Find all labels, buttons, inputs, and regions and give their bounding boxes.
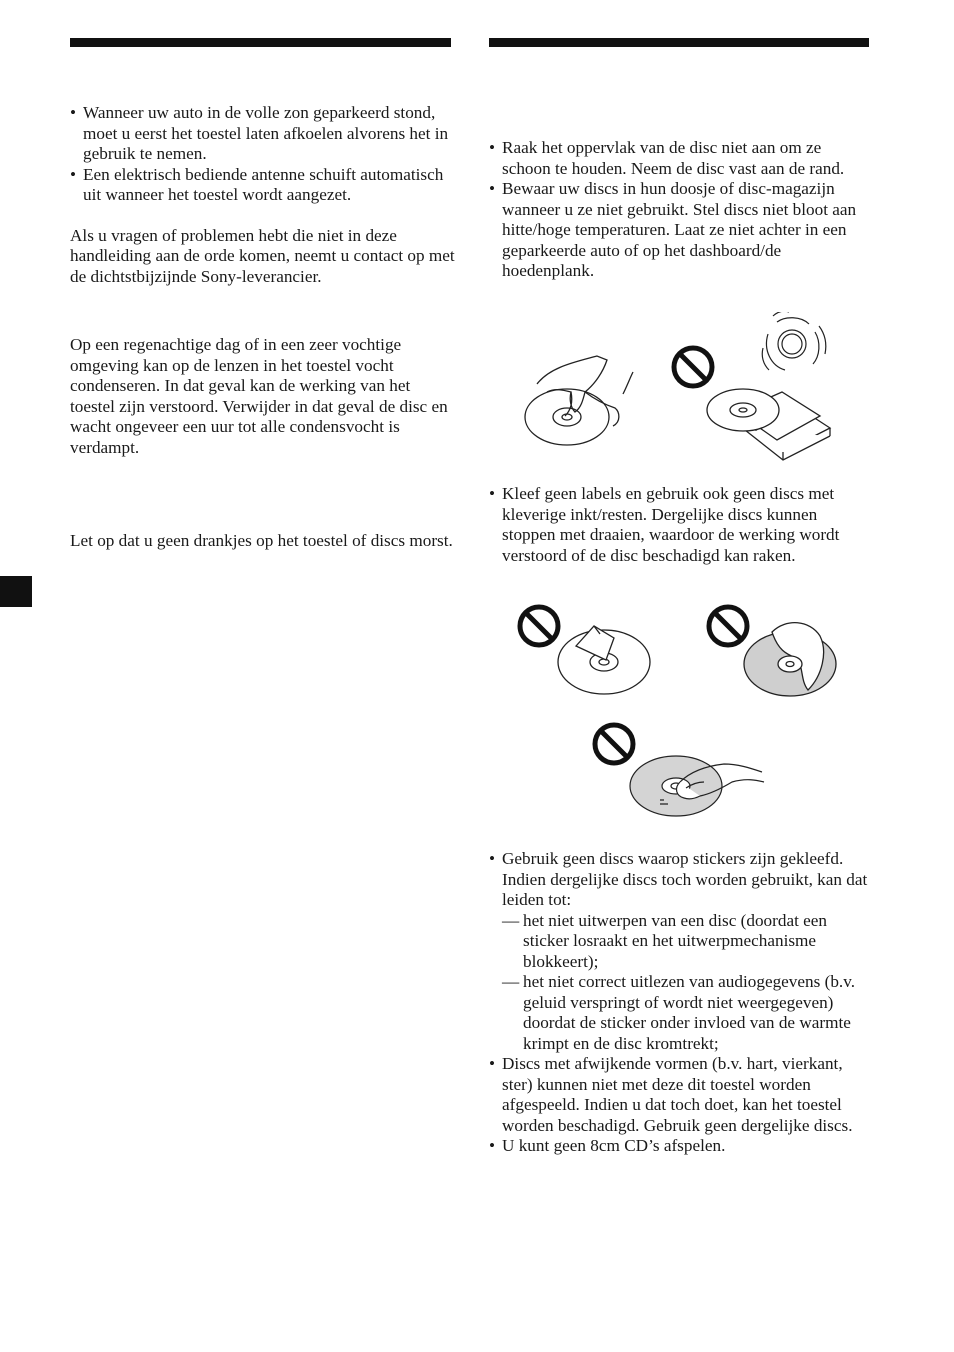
list-item: • Raak het oppervlak van de disc niet aan om ze schoon te houden. Neem de disc vast aan de rand. [489,138,874,179]
handling-bullet-list [489,138,874,282]
stickers-lead: • Gebruik geen discs waarop stickers zijn gekleefd. [502,849,844,868]
contact-paragraph: Als u vragen of problemen hebt die niet in deze handleiding aan de orde komen, neemt u contact op met de dichtstbijzijnde Sony-leverancier. [70,225,455,286]
stickers-bullet-list [489,849,874,1157]
page-side-tab [0,576,32,607]
disc-case-stack [707,389,830,460]
right-labels-block [489,484,874,566]
list-item: — het niet correct uitlezen van audiogegevens (b.v. geluid verspringt of wordt niet weergegeven) doordat de sticker onder invloed van de warmte krimpt en de disc kromtrekt; [502,972,874,1054]
list-item: • Kleef geen labels en gebruik ook geen discs met kleverige inkt/resten. Dergelijke discs kunnen stoppen met draaien, waardoor de werking wordt verstoord of de disc beschadigd kan raken. [489,484,874,566]
list-item: — het niet uitwerpen van een disc (doordat een sticker losraakt en het uitwerpmechanisme blokkeert); [502,911,874,973]
left-column [70,103,455,552]
prohibition-icon [674,348,712,386]
stickers-dash-list [502,911,874,1055]
list-item: • Wanneer uw auto in de volle zon geparkeerd stond, moet u eerst het toestel laten afkoelen alvorens het in gebruik te nemen. [70,103,455,165]
heat-icon [762,312,826,370]
disc-handling-illustration [515,312,845,472]
prohibition-icon [520,607,558,645]
condensation-paragraph: Op een regenachtige dag of in een zeer vochtige omgeving kan op de lenzen in het toestel vocht condenseren. In dat geval kan de werking van het toestel zijn verstoord. Verwijder in dat geval de disc en wacht ongeveer een uur tot alle condensvocht is verdampt. [70,335,448,457]
labels-bullet-list [489,484,874,566]
right-handling-block [489,138,874,282]
right-stickers-block [489,849,874,1157]
list-item: • Een elektrisch bediende antenne schuift automatisch uit wanneer het toestel wordt aangezet. [70,165,455,206]
list-item: • U kunt geen 8cm CD’s afspelen. [489,1136,874,1157]
disc-label-illustration [510,596,850,826]
list-item: • Bewaar uw discs in hun doosje of disc-magazijn wanneer u ze niet gebruikt. Stel discs niet bloot aan hitte/hoge temperaturen. Laat ze niet achter in een geparkeerde auto of op het dashboard/de hoedenplank. [489,179,874,282]
drinks-paragraph: Let op dat u geen drankjes op het toestel of discs morst. [70,531,453,550]
list-item [489,849,874,1054]
prohibition-icon [595,725,633,763]
heat-bullet-list [70,103,455,206]
list-item: • Discs met afwijkende vormen (b.v. hart, vierkant, ster) kunnen niet met deze dit toestel worden afgespeeld. Indien u dat toch doet, kan het toestel worden beschadigd. Gebruik geen dergelijke discs. [489,1054,874,1136]
stickers-intro: Indien dergelijke discs toch worden gebruikt, kan dat leiden tot: [502,869,868,909]
right-header-rule [489,38,869,47]
left-header-rule [70,38,451,47]
prohibition-icon [709,607,747,645]
